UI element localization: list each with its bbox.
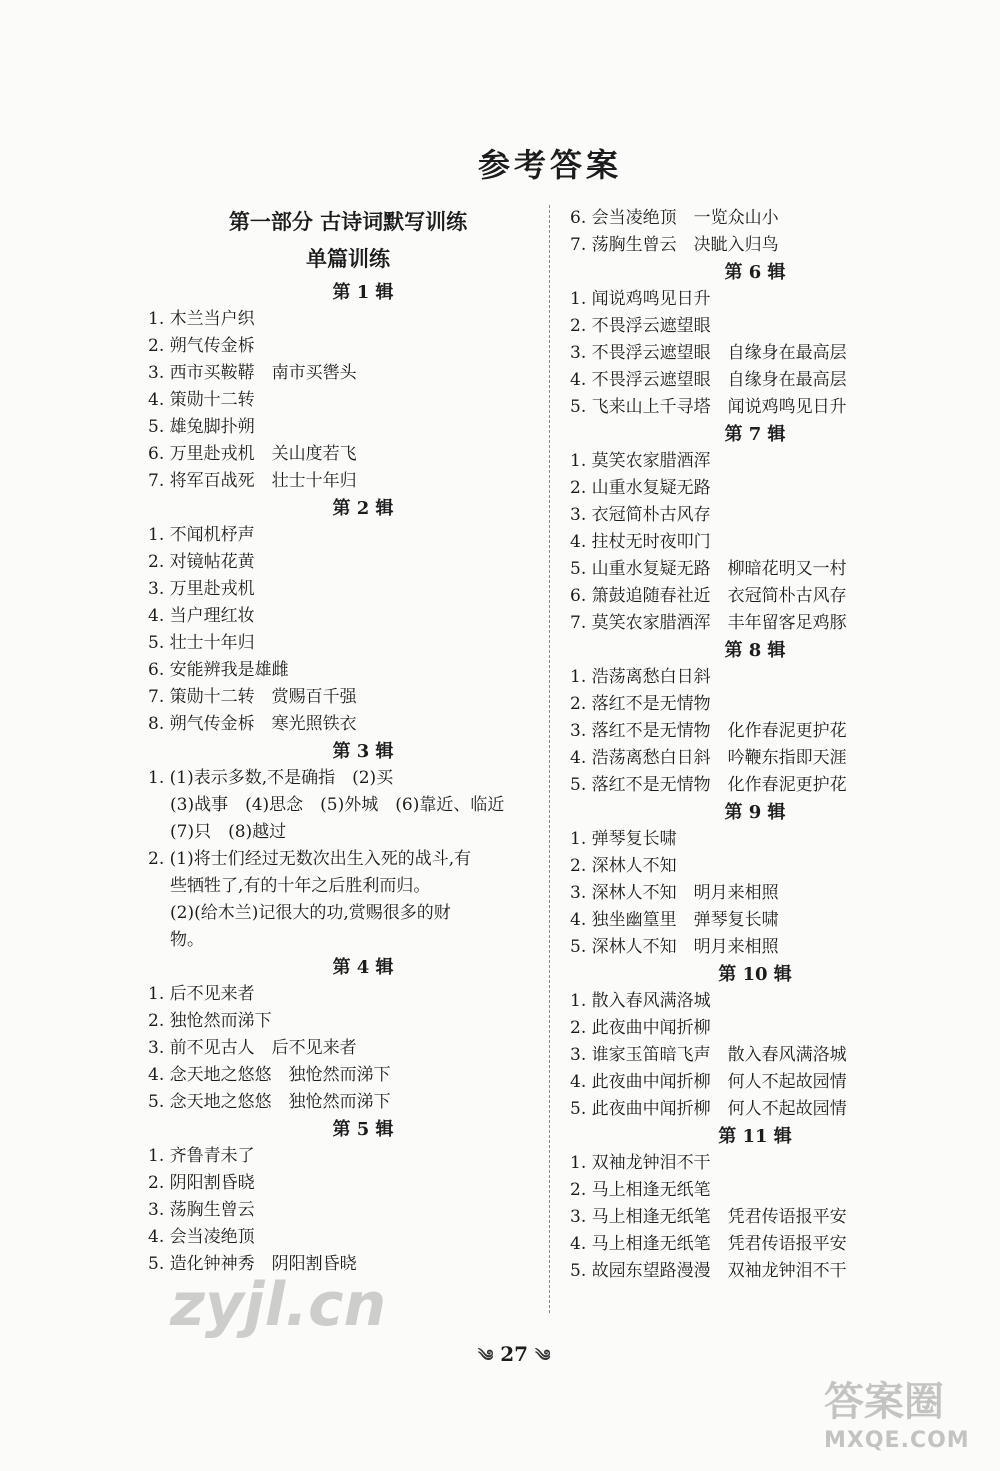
- answer-line: (2)(给木兰)记很大的功,赏赐很多的财: [170, 903, 451, 923]
- answer-line: 7. 荡胸生曾云 决眦入归鸟: [570, 235, 779, 255]
- group-heading: 第 11 辑: [718, 1126, 792, 1147]
- logo-url: MXQE.COM: [824, 1428, 970, 1453]
- right-column: [570, 205, 900, 1285]
- page-number: [478, 1338, 550, 1383]
- answer-line: 2. (1)将士们经过无数次出生入死的战斗,有: [148, 849, 472, 869]
- answer-line: 6. 箫鼓追随春社近 衣冠简朴古风存: [570, 586, 847, 606]
- answer-line: 5. 山重水复疑无路 柳暗花明又一村: [570, 559, 847, 579]
- answer-line: 4. 拄杖无时夜叩门: [570, 532, 711, 552]
- group-heading: 第 10 辑: [718, 964, 792, 985]
- answer-line: 3. 马上相逢无纸笔 凭君传语报平安: [570, 1207, 847, 1227]
- answer-line: 2. 朔气传金柝: [148, 336, 255, 356]
- logo-text: 答案圈: [824, 1379, 944, 1425]
- answer-line: 3. 衣冠简朴古风存: [570, 505, 711, 525]
- section-title: 单篇训练: [306, 246, 390, 271]
- answer-line: 6. 万里赴戎机 关山度若飞: [148, 444, 357, 464]
- left-answer-groups: [148, 279, 538, 1278]
- answer-group: [148, 738, 538, 954]
- answer-line: 1. 后不见来者: [148, 984, 255, 1004]
- answer-group: [570, 1123, 900, 1285]
- answer-line: 5. 故园东望路漫漫 双袖龙钟泪不干: [570, 1261, 847, 1281]
- answer-line: 6. 安能辨我是雄雌: [148, 660, 289, 680]
- answer-line: 2. 对镜帖花黄: [148, 552, 255, 572]
- group-heading: 第 4 辑: [332, 957, 394, 978]
- answer-line: 1. 闻说鸡鸣见日升: [570, 289, 711, 309]
- answer-line: 4. 浩荡离愁白日斜 吟鞭东指即天涯: [570, 748, 847, 768]
- group-heading: 第 8 辑: [724, 640, 786, 661]
- answer-line: 5. 飞来山上千寻塔 闻说鸡鸣见日升: [570, 397, 847, 417]
- answer-line: 2. 此夜曲中闻折柳: [570, 1018, 711, 1038]
- answer-line: 2. 不畏浮云遮望眼: [570, 316, 711, 336]
- answer-line: 1. 弹琴复长啸: [570, 829, 677, 849]
- part-title: 第一部分 古诗词默写训练: [228, 209, 468, 234]
- left-column: [148, 205, 538, 1278]
- group-heading: 第 1 辑: [332, 282, 394, 303]
- answer-line: 4. 念天地之悠悠 独怆然而涕下: [148, 1065, 391, 1085]
- answer-group: [570, 637, 900, 799]
- answer-line: 6. 会当凌绝顶 一览众山小: [570, 208, 779, 228]
- answer-line: 3. 前不见古人 后不见来者: [148, 1038, 357, 1058]
- answer-line: 5. 深林人不知 明月来相照: [570, 937, 779, 957]
- answer-line: 5. 落红不是无情物 化作春泥更护花: [570, 775, 847, 795]
- column-divider: [549, 205, 550, 1313]
- answer-group: [148, 279, 538, 495]
- answer-line: 2. 马上相逢无纸笔: [570, 1180, 711, 1200]
- right-answer-groups: [570, 205, 900, 1285]
- answer-group: [570, 205, 900, 259]
- answer-line: 3. 西市买鞍鞯 南市买辔头: [148, 363, 357, 383]
- answer-group: [570, 421, 900, 637]
- page-title: 参考答案: [477, 146, 622, 184]
- answer-line: 些牺牲了,有的十年之后胜利而归。: [170, 876, 431, 896]
- answer-line: 4. 策勋十二转: [148, 390, 255, 410]
- answer-line: 4. 会当凌绝顶: [148, 1227, 255, 1247]
- answer-line: 7. 莫笑农家腊酒浑 丰年留客足鸡豚: [570, 613, 847, 633]
- answer-group: [148, 954, 538, 1116]
- answer-group: [148, 495, 538, 738]
- answer-line: 3. 深林人不知 明月来相照: [570, 883, 779, 903]
- group-heading: 第 5 辑: [332, 1119, 394, 1140]
- answer-line: 3. 荡胸生曾云: [148, 1200, 255, 1220]
- answer-line: 1. 不闻机杼声: [148, 525, 255, 545]
- answer-line: 3. 谁家玉笛暗飞声 散入春风满洛城: [570, 1045, 847, 1065]
- answer-line: 8. 朔气传金柝 寒光照铁衣: [148, 714, 357, 734]
- answer-line: 4. 马上相逢无纸笔 凭君传语报平安: [570, 1234, 847, 1254]
- group-heading: 第 3 辑: [332, 741, 394, 762]
- answer-line: 4. 独坐幽篁里 弹琴复长啸: [570, 910, 779, 930]
- answer-line: 2. 深林人不知: [570, 856, 677, 876]
- answer-line: 3. 不畏浮云遮望眼 自缘身在最高层: [570, 343, 847, 363]
- answer-line: 1. 浩荡离愁白日斜: [570, 667, 711, 687]
- answer-line: 4. 当户理红妆: [148, 606, 255, 626]
- answer-line: 2. 山重水复疑无路: [570, 478, 711, 498]
- answer-group: [570, 259, 900, 421]
- answer-line: 3. 万里赴戎机: [148, 579, 255, 599]
- group-heading: 第 9 辑: [724, 802, 786, 823]
- ornament-left-icon: ༄: [478, 1346, 494, 1365]
- answer-line: 1. 散入春风满洛城: [570, 991, 711, 1011]
- answer-line: 1. 齐鲁青未了: [148, 1146, 255, 1166]
- group-heading: 第 6 辑: [724, 262, 786, 283]
- answer-line: 5. 壮士十年归: [148, 633, 255, 653]
- answer-line: 1. 木兰当户织: [148, 309, 255, 329]
- watermark-logo: [820, 1370, 980, 1465]
- answer-line: 4. 此夜曲中闻折柳 何人不起故园情: [570, 1072, 847, 1092]
- answer-line: 5. 雄兔脚扑朔: [148, 417, 255, 437]
- answer-line: 3. 落红不是无情物 化作春泥更护花: [570, 721, 847, 741]
- answer-line: (3)战事 (4)思念 (5)外城 (6)靠近、临近: [170, 795, 505, 815]
- answer-group: [148, 1116, 538, 1278]
- answer-line: 1. 双袖龙钟泪不干: [570, 1153, 711, 1173]
- answer-line: 5. 念天地之悠悠 独怆然而涕下: [148, 1092, 391, 1112]
- answer-line: (7)只 (8)越过: [170, 822, 287, 842]
- group-heading: 第 7 辑: [724, 424, 786, 445]
- answer-line: 物。: [170, 930, 204, 950]
- watermark-text: zyjl.cn: [170, 1270, 387, 1340]
- answer-group: [570, 961, 900, 1123]
- answer-line: 7. 策勋十二转 赏赐百千强: [148, 687, 357, 707]
- answer-line: 7. 将军百战死 壮士十年归: [148, 471, 357, 491]
- answer-line: 4. 不畏浮云遮望眼 自缘身在最高层: [570, 370, 847, 390]
- answer-line: 1. 莫笑农家腊酒浑: [570, 451, 711, 471]
- answer-line: 5. 此夜曲中闻折柳 何人不起故园情: [570, 1099, 847, 1119]
- answer-group: [570, 799, 900, 961]
- answer-line: 2. 落红不是无情物: [570, 694, 711, 714]
- page-number-text: 27: [500, 1342, 529, 1366]
- answer-line: 2. 独怆然而涕下: [148, 1011, 272, 1031]
- answer-line: 5. 造化钟神秀 阴阳割昏晓: [148, 1254, 357, 1274]
- ornament-right-icon: ༄: [535, 1346, 551, 1365]
- group-heading: 第 2 辑: [332, 498, 394, 519]
- answer-line: 1. (1)表示多数,不是确指 (2)买: [148, 768, 394, 788]
- answer-line: 2. 阴阳割昏晓: [148, 1173, 255, 1193]
